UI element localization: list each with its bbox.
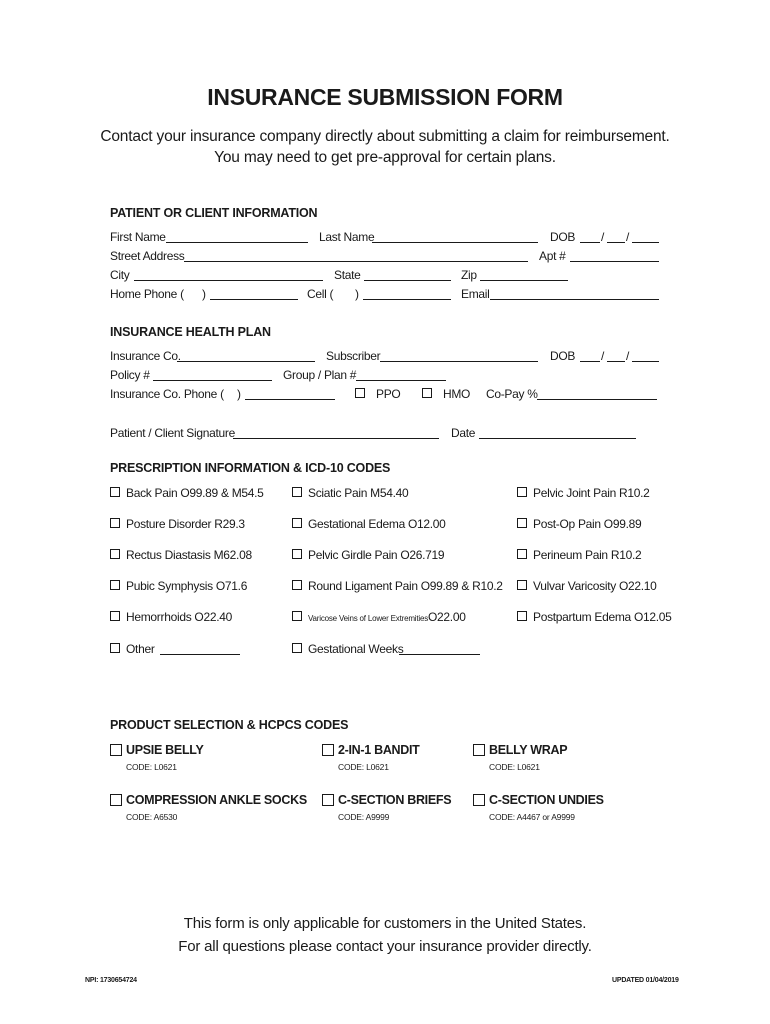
date-separator: / xyxy=(626,230,630,244)
home-phone-field[interactable] xyxy=(210,299,298,300)
rx-label: Posture Disorder R29.3 xyxy=(126,517,245,531)
last-name-label: Last Name xyxy=(319,230,375,244)
city-field[interactable] xyxy=(134,280,323,281)
product-code: CODE: L0621 xyxy=(489,762,540,772)
product-name: COMPRESSION ANKLE SOCKS xyxy=(126,793,307,807)
patient-dob-day-field[interactable] xyxy=(607,242,625,243)
zip-label: Zip xyxy=(461,268,477,282)
rx-checkbox[interactable] xyxy=(292,518,302,528)
rx-checkbox[interactable] xyxy=(517,549,527,559)
product-checkbox[interactable] xyxy=(473,794,485,806)
street-address-label: Street Address xyxy=(110,249,185,263)
rx-checkbox[interactable] xyxy=(110,518,120,528)
subscriber-dob-day-field[interactable] xyxy=(607,361,625,362)
first-name-label: First Name xyxy=(110,230,166,244)
subscriber-dob-month-field[interactable] xyxy=(580,361,600,362)
ppo-label: PPO xyxy=(376,387,401,401)
insurance-phone-label: Insurance Co. Phone ( xyxy=(110,387,224,401)
product-code: CODE: A4467 or A9999 xyxy=(489,812,575,822)
rx-label: Gestational Edema O12.00 xyxy=(308,517,446,531)
subscriber-dob-label: DOB xyxy=(550,349,576,363)
product-name: UPSIE BELLY xyxy=(126,743,204,757)
rx-label: Pelvic Girdle Pain O26.719 xyxy=(308,548,445,562)
rx-checkbox[interactable] xyxy=(110,611,120,621)
gestational-weeks-field[interactable] xyxy=(399,654,480,655)
rx-label: Hemorrhoids O22.40 xyxy=(126,610,232,624)
cell-field[interactable] xyxy=(363,299,451,300)
policy-field[interactable] xyxy=(153,380,272,381)
city-label: City xyxy=(110,268,130,282)
hmo-checkbox[interactable] xyxy=(422,388,432,398)
rx-label: Vulvar Varicosity O22.10 xyxy=(533,579,657,593)
ppo-checkbox[interactable] xyxy=(355,388,365,398)
rx-checkbox[interactable] xyxy=(292,611,302,621)
insurance-company-field[interactable] xyxy=(177,361,315,362)
product-name: BELLY WRAP xyxy=(489,743,568,757)
varicose-veins-code: O22.00 xyxy=(428,610,466,624)
apt-field[interactable] xyxy=(570,261,659,262)
other-checkbox[interactable] xyxy=(110,643,120,653)
email-field[interactable] xyxy=(490,299,659,300)
product-code: CODE: L0621 xyxy=(338,762,389,772)
date-separator: / xyxy=(626,349,630,363)
zip-field[interactable] xyxy=(480,280,568,281)
copay-label: Co-Pay % xyxy=(486,387,538,401)
rx-checkbox[interactable] xyxy=(110,549,120,559)
patient-dob-month-field[interactable] xyxy=(580,242,600,243)
intro-line-2: You may need to get pre-approval for certain plans. xyxy=(214,149,556,166)
home-phone-label: Home Phone ( xyxy=(110,287,184,301)
varicose-veins-label: Varicose Veins of Lower Extremities xyxy=(308,614,429,623)
rx-label: Pelvic Joint Pain R10.2 xyxy=(533,486,650,500)
updated-date: UPDATED 01/04/2019 xyxy=(612,977,679,984)
other-label: Other xyxy=(126,642,155,656)
subscriber-field[interactable] xyxy=(380,361,538,362)
rx-label: Post-Op Pain O99.89 xyxy=(533,517,642,531)
rx-label: Back Pain O99.89 & M54.5 xyxy=(126,486,264,500)
product-code: CODE: A6530 xyxy=(126,812,178,822)
rx-label: Pubic Symphysis O71.6 xyxy=(126,579,248,593)
rx-label: Rectus Diastasis M62.08 xyxy=(126,548,252,562)
email-label: Email xyxy=(461,287,490,301)
rx-label: Postpartum Edema O12.05 xyxy=(533,610,672,624)
product-checkbox[interactable] xyxy=(473,744,485,756)
copay-field[interactable] xyxy=(537,399,657,400)
apt-label: Apt # xyxy=(539,249,566,263)
footer-line-2: For all questions please contact your insurance provider directly. xyxy=(178,938,592,955)
product-checkbox[interactable] xyxy=(110,794,122,806)
rx-checkbox[interactable] xyxy=(517,580,527,590)
patient-dob-label: DOB xyxy=(550,230,576,244)
rx-checkbox[interactable] xyxy=(517,518,527,528)
insurance-phone-paren: ) xyxy=(237,387,241,401)
rx-checkbox[interactable] xyxy=(292,549,302,559)
rx-label: Perineum Pain R10.2 xyxy=(533,548,642,562)
group-plan-label: Group / Plan # xyxy=(283,368,357,382)
rx-checkbox[interactable] xyxy=(110,580,120,590)
intro-line-1: Contact your insurance company directly about submitting a claim for reimbursement. xyxy=(100,128,670,145)
product-section-heading: PRODUCT SELECTION & HCPCS CODES xyxy=(110,718,349,732)
product-name: C-SECTION BRIEFS xyxy=(338,793,452,807)
rx-label: Round Ligament Pain O99.89 & R10.2 xyxy=(308,579,503,593)
npi-number: NPI: 1730654724 xyxy=(85,977,137,984)
cell-paren: ) xyxy=(355,287,359,301)
cell-label: Cell ( xyxy=(307,287,334,301)
patient-dob-year-field[interactable] xyxy=(632,242,659,243)
first-name-field[interactable] xyxy=(166,242,308,243)
hmo-label: HMO xyxy=(443,387,471,401)
date-separator: / xyxy=(601,230,605,244)
signature-field[interactable] xyxy=(233,438,439,439)
gestational-weeks-checkbox[interactable] xyxy=(292,643,302,653)
signature-date-label: Date xyxy=(451,426,476,440)
insurance-phone-field[interactable] xyxy=(245,399,335,400)
insurance-company-label: Insurance Co. xyxy=(110,349,181,363)
product-name: 2-IN-1 BANDIT xyxy=(338,743,420,757)
product-checkbox[interactable] xyxy=(322,744,334,756)
patient-section-heading: PATIENT OR CLIENT INFORMATION xyxy=(110,206,318,220)
subscriber-dob-year-field[interactable] xyxy=(632,361,659,362)
state-label: State xyxy=(334,268,361,282)
rx-checkbox[interactable] xyxy=(517,487,527,497)
state-field[interactable] xyxy=(364,280,451,281)
policy-label: Policy # xyxy=(110,368,150,382)
last-name-field[interactable] xyxy=(372,242,538,243)
rx-checkbox[interactable] xyxy=(292,580,302,590)
product-checkbox[interactable] xyxy=(322,794,334,806)
product-code: CODE: L0621 xyxy=(126,762,177,772)
product-checkbox[interactable] xyxy=(110,744,122,756)
street-address-field[interactable] xyxy=(184,261,528,262)
insurance-section-heading: INSURANCE HEALTH PLAN xyxy=(110,325,271,339)
gestational-weeks-label: Gestational Weeks xyxy=(308,642,404,656)
rx-checkbox[interactable] xyxy=(110,487,120,497)
rx-label: Sciatic Pain M54.40 xyxy=(308,486,409,500)
rx-checkbox[interactable] xyxy=(292,487,302,497)
product-code: CODE: A9999 xyxy=(338,812,390,822)
group-plan-field[interactable] xyxy=(356,380,446,381)
form-title: INSURANCE SUBMISSION FORM xyxy=(207,84,563,110)
product-name: C-SECTION UNDIES xyxy=(489,793,604,807)
date-separator: / xyxy=(601,349,605,363)
other-field[interactable] xyxy=(160,654,240,655)
prescription-section-heading: PRESCRIPTION INFORMATION & ICD-10 CODES xyxy=(110,461,391,475)
subscriber-label: Subscriber xyxy=(326,349,381,363)
footer-line-1: This form is only applicable for customers in the United States. xyxy=(183,915,587,932)
rx-checkbox[interactable] xyxy=(517,611,527,621)
signature-date-field[interactable] xyxy=(479,438,636,439)
home-phone-paren: ) xyxy=(202,287,206,301)
signature-label: Patient / Client Signature xyxy=(110,426,235,440)
